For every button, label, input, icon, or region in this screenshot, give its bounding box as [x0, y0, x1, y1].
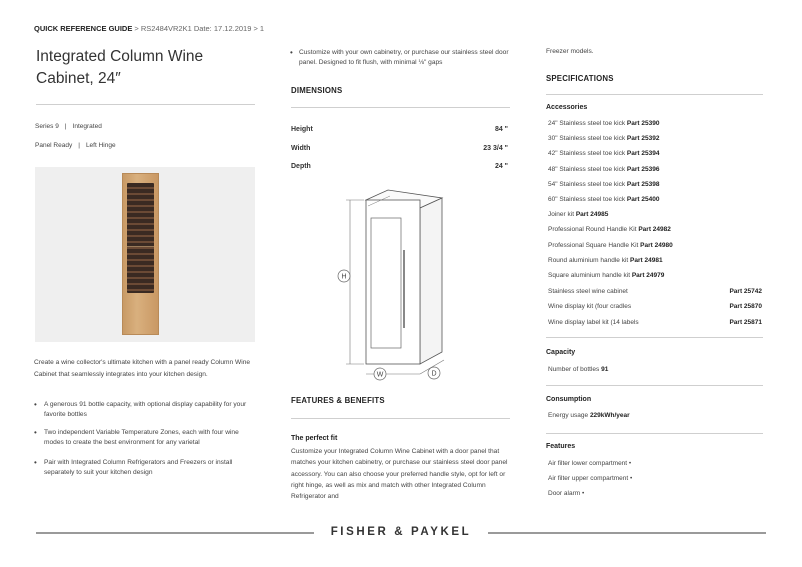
accessory-name: Wine display label kit (14 labels: [548, 318, 639, 326]
accessory-name: 24" Stainless steel toe kick: [548, 120, 626, 127]
features-spec-heading: Features: [546, 443, 576, 450]
perfect-fit-heading: The perfect fit: [291, 435, 338, 442]
accessory-row: [548, 196, 762, 203]
perfect-fit-body: Customize your Integrated Column Wine Cabinet with a door panel that matches your kitchen cabinetry, or purchase our stainless steel door panel accessory. You can also choose your preferred handle style, opt for left or right hinge, as well as mix and match with other Integrated Column Refrigerator and: [291, 448, 508, 501]
accessory-row: [548, 211, 762, 218]
accessory-name: Joiner kit: [548, 211, 575, 219]
accessory-row: [548, 226, 762, 233]
divider: [291, 107, 510, 108]
accessories-heading: Accessories: [546, 104, 588, 111]
product-title: Integrated Column Wine Cabinet, 24″: [36, 48, 204, 87]
accessory-row: [548, 257, 762, 264]
brand-logo: FISHER & PAYKEL: [330, 526, 472, 538]
accessory-name: 54" Stainless steel toe kick: [548, 180, 626, 188]
breadcrumb-header: [34, 24, 264, 33]
consumption-value: 229kWh/year: [589, 412, 630, 419]
accessory-name: Professional Round Handle Kit: [548, 226, 637, 234]
accessory-name: Professional Square Handle Kit: [548, 241, 639, 249]
intro-paragraph: Create a wine collector's ultimate kitchen with a panel ready Column Wine Cabinet that seamlessly integrates into your kitchen design.: [34, 359, 251, 378]
accessory-name: 48" Stainless steel toe kick: [548, 165, 626, 173]
accessory-part-number: Part 24981: [630, 256, 663, 264]
type-label: Integrated: [72, 123, 102, 130]
feature-row: Door alarm •: [548, 490, 585, 497]
depth-marker: D: [431, 370, 437, 378]
footer-rule-right: [488, 532, 766, 534]
divider: [546, 385, 763, 386]
bullet-icon: •: [34, 400, 37, 409]
accessory-row: [548, 319, 762, 326]
panel-label: Panel Ready: [35, 142, 73, 149]
accessory-row: [548, 288, 762, 295]
accessory-part-number: Part 25398: [626, 180, 660, 188]
list-item: • A generous 91 bottle capacity, with optional display capability for your favorite bottles: [34, 400, 247, 418]
accessory-part-number: Part 25392: [626, 135, 660, 143]
guide-label: QUICK REFERENCE GUIDE: [34, 24, 133, 33]
accessory-part-number: Part 24979: [631, 272, 665, 279]
accessory-part-number: Part 25870: [729, 303, 762, 311]
consumption-row: Energy usage 229kWh/year: [548, 412, 630, 419]
accessory-name: Wine display kit (four cradles: [548, 303, 632, 311]
accessory-row: [548, 120, 762, 127]
accessory-row: [548, 242, 762, 249]
bullet-icon: •: [34, 428, 37, 437]
list-item: • Customize with your own cabinetry, or purchase our stainless steel door panel. Designed to fit flush, with minimal ⅛" gaps: [290, 48, 509, 66]
accessory-part-number: Part 25400: [626, 196, 660, 203]
wine-cabinet-illustration: [122, 173, 159, 335]
divider: [546, 337, 763, 338]
continued-text: Freezer models.: [546, 48, 594, 55]
accessory-part-number: Part 24985: [575, 211, 609, 219]
accessory-part-number: Part 25871: [729, 318, 762, 326]
dimension-diagram: [330, 178, 460, 383]
capacity-heading: Capacity: [546, 349, 576, 356]
footer-rule-left: [36, 532, 314, 534]
capacity-row: Number of bottles 91: [548, 366, 609, 373]
list-item: • Two independent Variable Temperature Zones, each with four wine modes to create the best environment for any varietal: [34, 428, 239, 446]
accessory-row: [548, 166, 762, 173]
accessory-row: [548, 303, 762, 310]
capacity-value: 91: [601, 366, 609, 373]
width-marker: W: [376, 371, 384, 379]
accessory-row: [548, 150, 762, 157]
document-reference: > RS2484VR2K1 Date: 17.12.2019 > 1: [132, 24, 265, 33]
accessory-name: 30" Stainless steel toe kick: [548, 135, 626, 143]
height-marker: H: [341, 273, 347, 281]
list-item: • Pair with Integrated Column Refrigerators and Freezers or install separately to suit your kitchen design: [34, 458, 233, 476]
accessory-name: Round aluminium handle kit: [548, 256, 629, 264]
accessory-row: [548, 272, 762, 279]
dimensions-heading: DIMENSIONS: [291, 86, 343, 95]
accessory-name: Stainless steel wine cabinet: [548, 288, 628, 296]
accessory-part-number: Part 24980: [640, 241, 673, 249]
bullet-icon: •: [34, 458, 37, 467]
feature-row: Air filter upper compartment •: [548, 475, 633, 482]
accessory-name: 60" Stainless steel toe kick: [548, 196, 626, 203]
accessory-row: [548, 135, 762, 142]
accessory-name: Square aluminium handle kit: [548, 272, 631, 279]
divider: [546, 94, 763, 95]
divider: [546, 433, 763, 434]
accessory-row: [548, 181, 762, 188]
accessory-part-number: Part 25390: [626, 120, 660, 127]
series-label: Series 9: [35, 123, 59, 130]
bullet-icon: •: [290, 48, 293, 57]
accessory-part-number: Part 24982: [638, 226, 671, 234]
specifications-heading: SPECIFICATIONS: [546, 74, 614, 83]
accessory-part-number: Part 25742: [729, 288, 762, 296]
product-image: [35, 167, 255, 342]
series-line: Series 9 | Integrated: [35, 123, 102, 130]
feature-row: Air filter lower compartment •: [548, 460, 632, 467]
hinge-label: Left Hinge: [85, 142, 116, 149]
accessory-part-number: Part 25396: [626, 165, 660, 173]
consumption-heading: Consumption: [546, 396, 592, 403]
accessory-part-number: Part 25394: [626, 150, 660, 158]
panel-line: Panel Ready | Left Hinge: [35, 142, 116, 149]
accessory-name: 42" Stainless steel toe kick: [548, 150, 626, 158]
divider: [291, 418, 510, 419]
divider: [36, 104, 255, 105]
features-heading: FEATURES & BENEFITS: [291, 396, 385, 405]
